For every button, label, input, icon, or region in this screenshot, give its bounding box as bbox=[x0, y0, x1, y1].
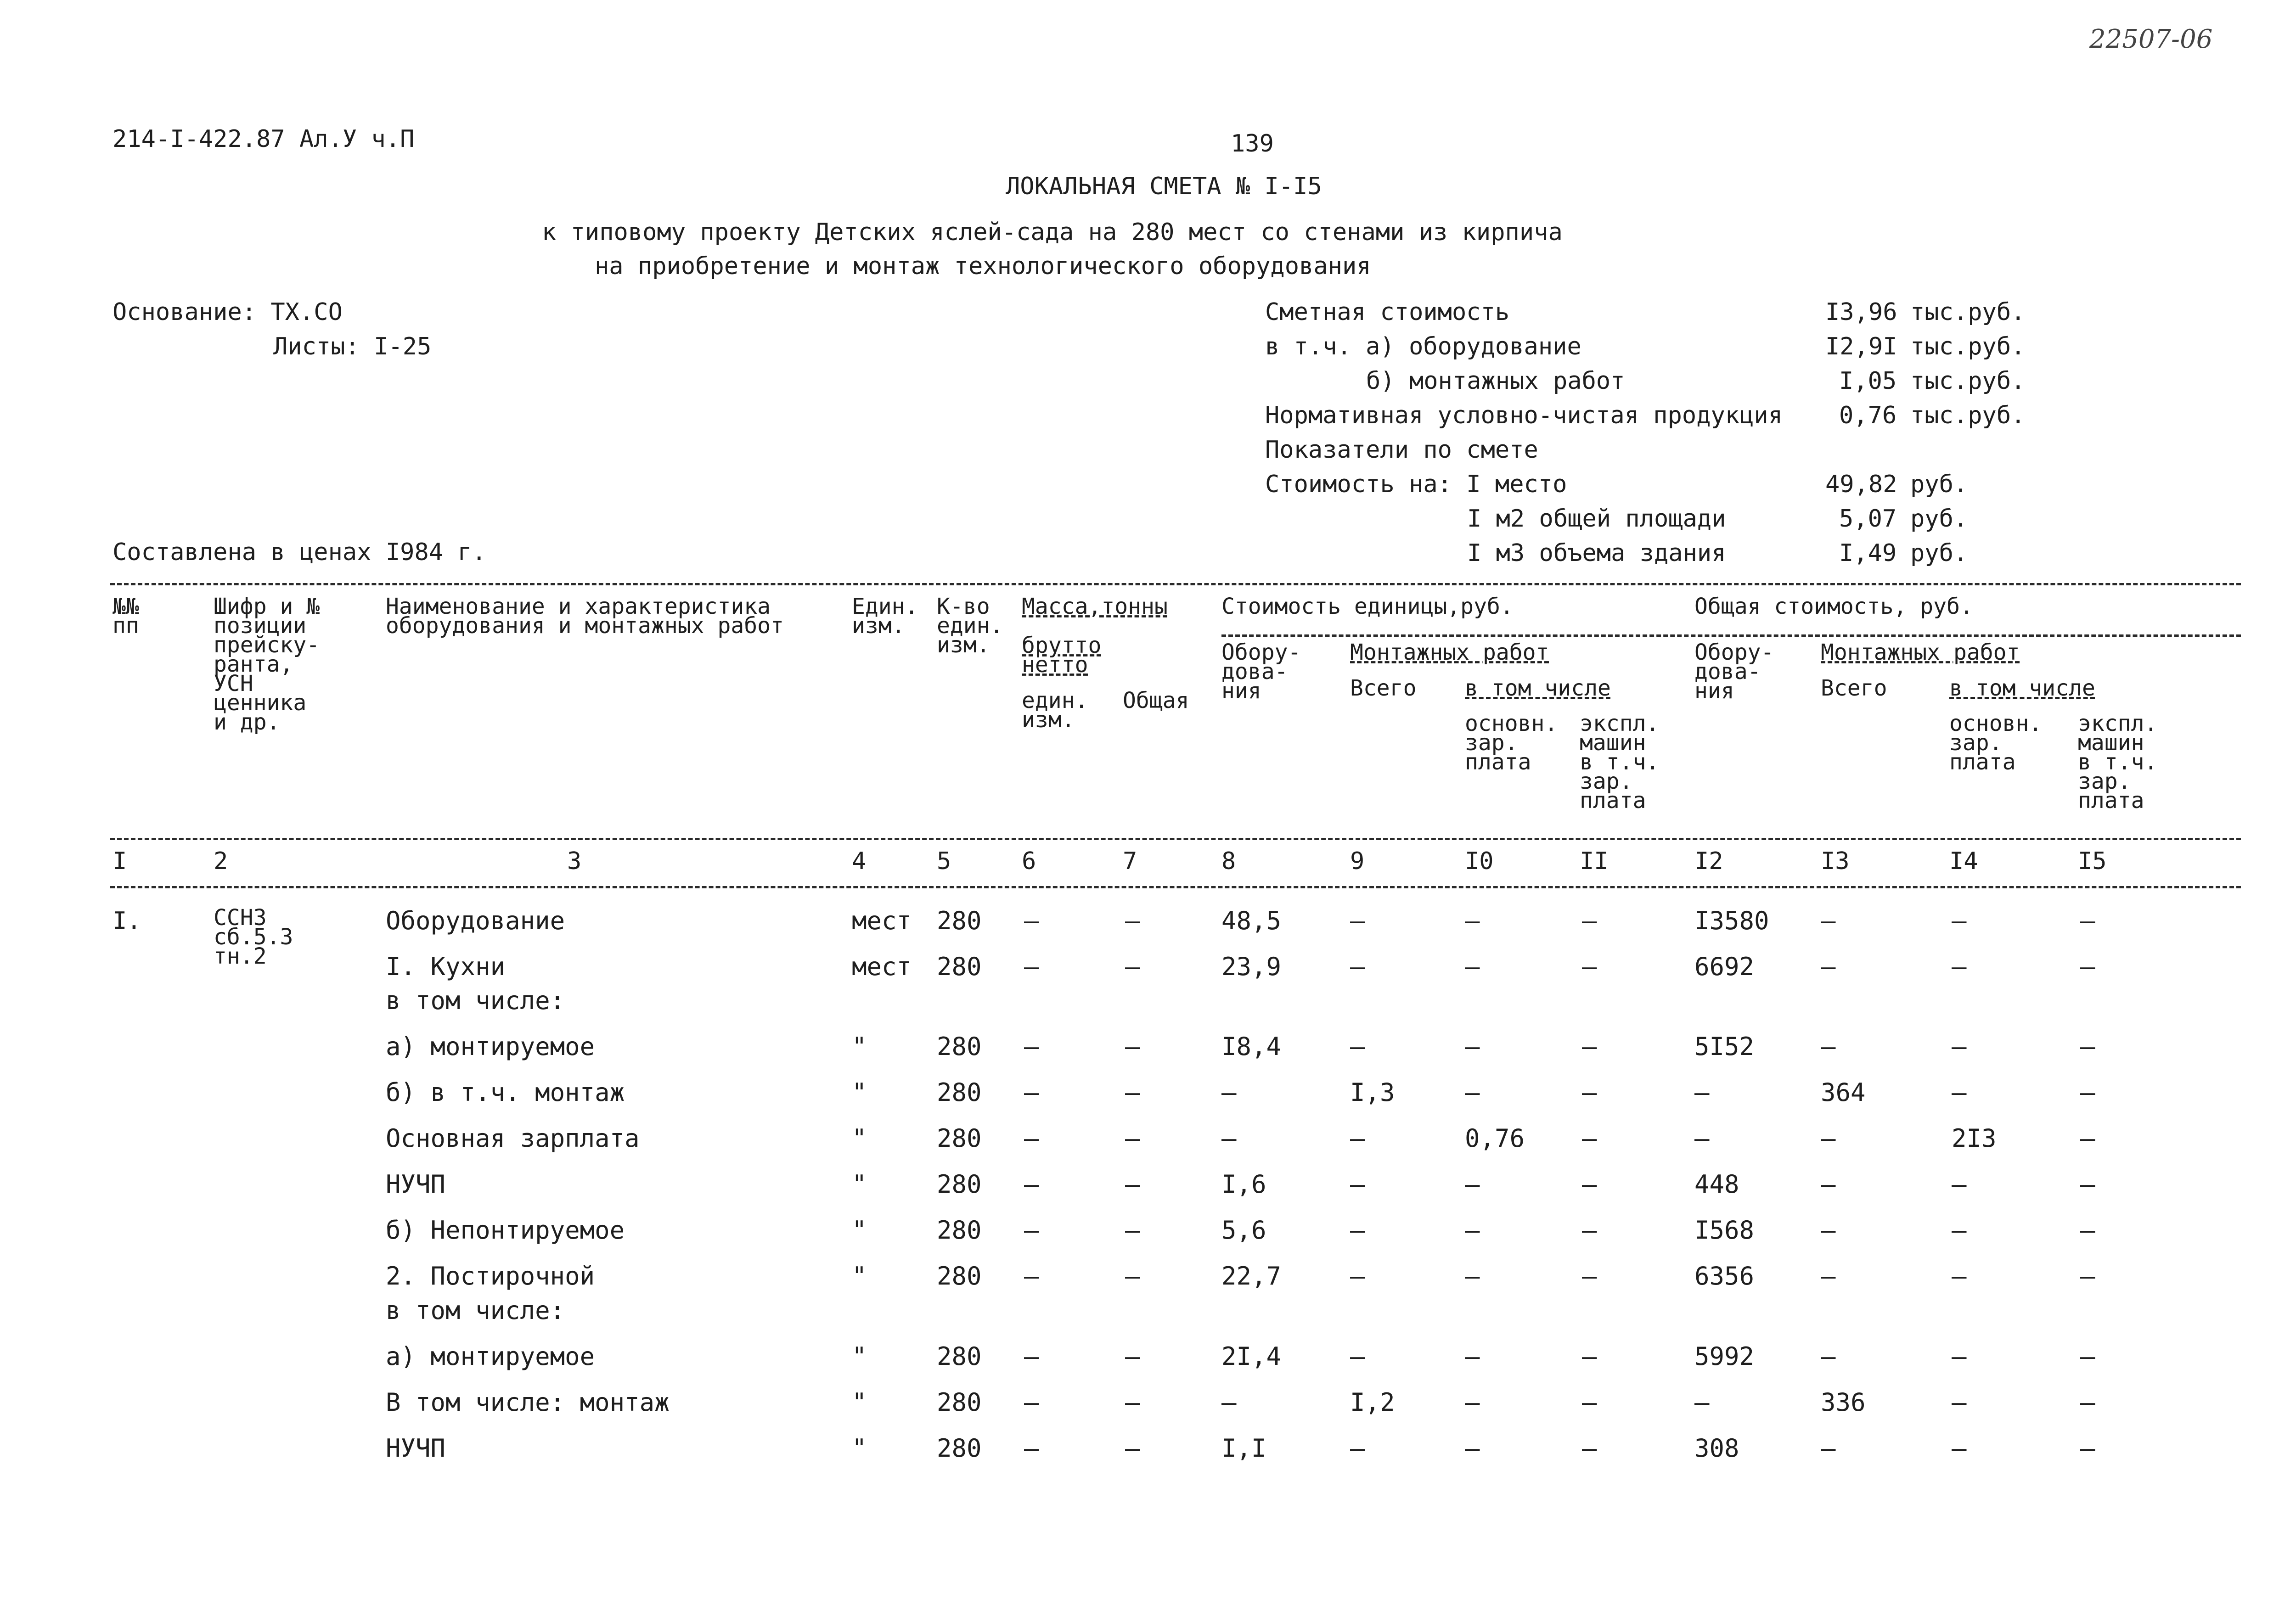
row-cell-c8: 2I,4 bbox=[1221, 1342, 1282, 1371]
row-cell-c14: – bbox=[1952, 1434, 1967, 1463]
column-number: 2 bbox=[214, 847, 228, 875]
row-cell-c10: – bbox=[1465, 1170, 1480, 1199]
row-cell-c7: – bbox=[1125, 1388, 1140, 1417]
row-cell-unit: " bbox=[852, 1342, 867, 1371]
row-cell-c9: – bbox=[1350, 1342, 1365, 1371]
row-cell-c13: – bbox=[1821, 1262, 1836, 1291]
header-sub-rule bbox=[1221, 634, 2241, 637]
header-unit-wage: основн. зар. плата bbox=[1465, 711, 1558, 775]
column-number: I bbox=[113, 847, 127, 875]
row-cell-c7: – bbox=[1125, 1434, 1140, 1463]
row-cell-c9: – bbox=[1350, 1262, 1365, 1291]
summary-label: Показатели по смете bbox=[1265, 436, 1538, 464]
row-cell-c6: – bbox=[1024, 1170, 1039, 1199]
row-cell-c11: – bbox=[1582, 1434, 1597, 1463]
row-name: 2. Постирочной bbox=[386, 1262, 595, 1291]
header-total-equipment: Обору- дова- ния bbox=[1694, 640, 1774, 704]
row-cell-c9: – bbox=[1350, 1170, 1365, 1199]
row-cell-c12: – bbox=[1694, 1388, 1710, 1417]
summary-label: I м3 объема здания bbox=[1467, 539, 1726, 567]
column-number: 9 bbox=[1350, 847, 1365, 875]
row-cell-c10: – bbox=[1465, 1262, 1480, 1291]
summary-value: I,49 bbox=[1839, 539, 1897, 567]
header-name: Наименование и характеристика оборудования и монтажных работ bbox=[386, 594, 784, 639]
header-total-total: Всего bbox=[1821, 675, 1887, 701]
sheets-label: Листы: I-25 bbox=[273, 333, 432, 360]
header-unit-machine: экспл. машин в т.ч. зар. плата bbox=[1580, 711, 1660, 814]
basis-label: Основание: ТХ.СО bbox=[113, 298, 343, 326]
row-name: а) монтируемое bbox=[386, 1342, 595, 1371]
row-cell-c12: I3580 bbox=[1694, 906, 1769, 935]
subtitle-line-1: к типовому проекту Детских яслей-сада на 280 мест со стенами из кирпича bbox=[542, 219, 1563, 246]
row-cell-c6: – bbox=[1024, 1342, 1039, 1371]
header-total-mont: Монтажных работ bbox=[1821, 640, 2020, 665]
summary-label: Нормативная условно-чистая продукция bbox=[1265, 402, 1783, 429]
row-cell-c11: – bbox=[1582, 952, 1597, 981]
row-cell-c7: – bbox=[1125, 952, 1140, 981]
row-cell-c10: 0,76 bbox=[1465, 1124, 1525, 1153]
row-cell-qty: 280 bbox=[937, 1078, 982, 1107]
row-cell-qty: 280 bbox=[937, 1032, 982, 1061]
row-cell-c8: I8,4 bbox=[1221, 1032, 1282, 1061]
summary-unit: руб. bbox=[1910, 505, 1968, 533]
row-cell-c14: 2I3 bbox=[1952, 1124, 1997, 1153]
header-total-incl: в том числе bbox=[1949, 675, 2095, 701]
row-cell-c15: – bbox=[2080, 1216, 2095, 1245]
prices-note: Составлена в ценах I984 г. bbox=[113, 539, 486, 566]
row-position-number: I. bbox=[113, 907, 141, 935]
row-cell-c14: – bbox=[1952, 1342, 1967, 1371]
row-cell-unit: " bbox=[852, 1262, 867, 1291]
row-cell-unit: " bbox=[852, 1124, 867, 1153]
header-quantity: К-во един. изм. bbox=[937, 594, 1003, 658]
row-cell-c13: – bbox=[1821, 1342, 1836, 1371]
row-cell-c12: 6692 bbox=[1694, 952, 1755, 981]
subtitle-line-2: на приобретение и монтаж технологического оборудования bbox=[595, 252, 1371, 280]
row-name: в том числе: bbox=[386, 1296, 565, 1325]
row-cell-qty: 280 bbox=[937, 1434, 982, 1463]
header-mass-total: Общая bbox=[1123, 688, 1189, 713]
summary-unit: руб. bbox=[1910, 471, 1968, 498]
column-number: I5 bbox=[2078, 847, 2107, 875]
row-cell-qty: 280 bbox=[937, 1216, 982, 1245]
row-cell-unit: " bbox=[852, 1216, 867, 1245]
row-cell-qty: 280 bbox=[937, 906, 982, 935]
summary-value: 5,07 bbox=[1839, 505, 1897, 533]
row-cell-c9: I,3 bbox=[1350, 1078, 1395, 1107]
row-cell-qty: 280 bbox=[937, 1124, 982, 1153]
document-title: ЛОКАЛЬНАЯ СМЕТА № I-I5 bbox=[1006, 173, 1322, 200]
row-cell-c7: – bbox=[1125, 1262, 1140, 1291]
row-name: НУЧП bbox=[386, 1434, 446, 1463]
row-cell-c15: – bbox=[2080, 1078, 2095, 1107]
header-mass: Масса,тонны bbox=[1022, 594, 1168, 619]
row-cell-c7: – bbox=[1125, 906, 1140, 935]
row-cell-unit: " bbox=[852, 1170, 867, 1199]
summary-value: 49,82 bbox=[1825, 471, 1897, 498]
row-cell-unit: " bbox=[852, 1078, 867, 1107]
row-cell-c14: – bbox=[1952, 906, 1967, 935]
row-name: Оборудование bbox=[386, 906, 565, 935]
summary-unit: руб. bbox=[1910, 539, 1968, 567]
row-cell-c9: I,2 bbox=[1350, 1388, 1395, 1417]
row-cell-c15: – bbox=[2080, 1342, 2095, 1371]
row-cell-c6: – bbox=[1024, 1262, 1039, 1291]
row-cell-c8: I,6 bbox=[1221, 1170, 1266, 1199]
row-cell-c6: – bbox=[1024, 952, 1039, 981]
header-unit-equipment: Обору- дова- ния bbox=[1221, 640, 1301, 704]
row-cell-c9: – bbox=[1350, 1216, 1365, 1245]
column-number: 8 bbox=[1221, 847, 1236, 875]
header-unit-total: Всего bbox=[1350, 675, 1417, 701]
row-cell-c6: – bbox=[1024, 906, 1039, 935]
row-cell-c9: – bbox=[1350, 1434, 1365, 1463]
row-cell-c14: – bbox=[1952, 1216, 1967, 1245]
row-cell-c14: – bbox=[1952, 1032, 1967, 1061]
row-cell-c13: 364 bbox=[1821, 1078, 1866, 1107]
header-unit-mont: Монтажных работ bbox=[1350, 640, 1549, 665]
column-number: 6 bbox=[1022, 847, 1036, 875]
column-number: 4 bbox=[852, 847, 867, 875]
column-number: II bbox=[1580, 847, 1609, 875]
row-cell-c14: – bbox=[1952, 1170, 1967, 1199]
header-unit: Един. изм. bbox=[852, 594, 918, 639]
column-number: 5 bbox=[937, 847, 951, 875]
column-number: I4 bbox=[1949, 847, 1978, 875]
row-cell-c7: – bbox=[1125, 1216, 1140, 1245]
row-cell-c8: – bbox=[1221, 1124, 1237, 1153]
row-cell-unit: " bbox=[852, 1032, 867, 1061]
row-cell-c11: – bbox=[1582, 1078, 1597, 1107]
row-cell-unit: мест bbox=[852, 952, 912, 981]
row-cell-qty: 280 bbox=[937, 952, 982, 981]
row-cell-unit: мест bbox=[852, 906, 912, 935]
row-cell-c13: – bbox=[1821, 952, 1836, 981]
row-cell-c8: – bbox=[1221, 1388, 1237, 1417]
row-cell-c6: – bbox=[1024, 1216, 1039, 1245]
header-total-cost: Общая стоимость, руб. bbox=[1694, 594, 1973, 619]
row-cell-c9: – bbox=[1350, 1124, 1365, 1153]
row-cell-c11: – bbox=[1582, 1032, 1597, 1061]
summary-unit: тыс.руб. bbox=[1910, 367, 2026, 395]
summary-value: I2,9I bbox=[1825, 333, 1897, 360]
row-cell-qty: 280 bbox=[937, 1342, 982, 1371]
row-cell-c10: – bbox=[1465, 1032, 1480, 1061]
row-cell-c9: – bbox=[1350, 906, 1365, 935]
row-cell-c14: – bbox=[1952, 952, 1967, 981]
row-name: а) монтируемое bbox=[386, 1032, 595, 1061]
row-cell-c8: I,I bbox=[1221, 1434, 1266, 1463]
row-cell-c13: – bbox=[1821, 1124, 1836, 1153]
document-code: 214-I-422.87 Ал.У ч.П bbox=[113, 125, 415, 153]
column-number: 7 bbox=[1123, 847, 1137, 875]
header-mass-unit: един. изм. bbox=[1022, 688, 1088, 733]
row-cell-c11: – bbox=[1582, 1124, 1597, 1153]
row-cell-c15: – bbox=[2080, 1262, 2095, 1291]
row-cell-c12: 448 bbox=[1694, 1170, 1739, 1199]
row-cell-c8: – bbox=[1221, 1078, 1237, 1107]
row-cell-c9: – bbox=[1350, 952, 1365, 981]
table-top-rule bbox=[110, 583, 2241, 585]
row-cell-c12: – bbox=[1694, 1124, 1710, 1153]
summary-value: 0,76 bbox=[1839, 402, 1897, 429]
row-cell-c13: – bbox=[1821, 906, 1836, 935]
row-cell-c12: 6356 bbox=[1694, 1262, 1755, 1291]
summary-value: I,05 bbox=[1839, 367, 1897, 395]
row-cell-c8: 5,6 bbox=[1221, 1216, 1266, 1245]
column-number: 3 bbox=[567, 847, 582, 875]
row-cell-c14: – bbox=[1952, 1078, 1967, 1107]
row-cell-c6: – bbox=[1024, 1124, 1039, 1153]
row-cell-c10: – bbox=[1465, 952, 1480, 981]
row-cell-c12: I568 bbox=[1694, 1216, 1755, 1245]
row-cell-c6: – bbox=[1024, 1032, 1039, 1061]
column-number: I2 bbox=[1694, 847, 1723, 875]
header-total-machine: экспл. машин в т.ч. зар. плата bbox=[2078, 711, 2158, 814]
row-cell-c15: – bbox=[2080, 1032, 2095, 1061]
row-cell-c11: – bbox=[1582, 1342, 1597, 1371]
archive-stamp: 22507-06 bbox=[2089, 24, 2213, 54]
row-cell-c11: – bbox=[1582, 1170, 1597, 1199]
row-cell-c11: – bbox=[1582, 1216, 1597, 1245]
row-cell-c14: – bbox=[1952, 1388, 1967, 1417]
row-cell-c10: – bbox=[1465, 1216, 1480, 1245]
row-cell-c12: 5992 bbox=[1694, 1342, 1755, 1371]
row-cell-qty: 280 bbox=[937, 1170, 982, 1199]
header-mass-sub: брутто нетто bbox=[1022, 633, 1102, 678]
row-cell-c13: – bbox=[1821, 1032, 1836, 1061]
summary-label: Стоимость на: I место bbox=[1265, 471, 1567, 498]
row-cell-c7: – bbox=[1125, 1170, 1140, 1199]
header-total-wage: основн. зар. плата bbox=[1949, 711, 2043, 775]
row-cell-c11: – bbox=[1582, 906, 1597, 935]
row-name: в том числе: bbox=[386, 986, 565, 1015]
row-cell-c7: – bbox=[1125, 1032, 1140, 1061]
summary-label: I м2 общей площади bbox=[1467, 505, 1726, 533]
row-cell-c15: – bbox=[2080, 906, 2095, 935]
header-row-number: №№ пп bbox=[113, 594, 139, 639]
row-cell-c7: – bbox=[1125, 1342, 1140, 1371]
summary-unit: тыс.руб. bbox=[1910, 333, 2026, 360]
row-name: В том числе: монтаж bbox=[386, 1388, 670, 1417]
summary-label: в т.ч. а) оборудование bbox=[1265, 333, 1581, 360]
row-cell-qty: 280 bbox=[937, 1262, 982, 1291]
column-numbers-rule bbox=[110, 886, 2241, 888]
row-cell-c11: – bbox=[1582, 1262, 1597, 1291]
row-cell-c7: – bbox=[1125, 1124, 1140, 1153]
row-price-code: ССН3 сб.5.3 тн.2 bbox=[214, 905, 293, 969]
row-cell-c14: – bbox=[1952, 1262, 1967, 1291]
row-cell-c13: – bbox=[1821, 1434, 1836, 1463]
row-cell-c7: – bbox=[1125, 1078, 1140, 1107]
row-cell-c6: – bbox=[1024, 1078, 1039, 1107]
row-cell-c15: – bbox=[2080, 952, 2095, 981]
row-cell-c9: – bbox=[1350, 1032, 1365, 1061]
row-cell-unit: " bbox=[852, 1388, 867, 1417]
row-cell-c10: – bbox=[1465, 1434, 1480, 1463]
row-cell-c8: 22,7 bbox=[1221, 1262, 1282, 1291]
row-name: б) Непонтируемое bbox=[386, 1216, 625, 1245]
row-cell-c12: 308 bbox=[1694, 1434, 1739, 1463]
row-cell-c8: 23,9 bbox=[1221, 952, 1282, 981]
row-cell-c8: 48,5 bbox=[1221, 906, 1282, 935]
row-cell-c11: – bbox=[1582, 1388, 1597, 1417]
row-cell-c6: – bbox=[1024, 1434, 1039, 1463]
row-name: Основная зарплата bbox=[386, 1124, 640, 1153]
row-name: I. Кухни bbox=[386, 952, 506, 981]
row-cell-c15: – bbox=[2080, 1124, 2095, 1153]
row-cell-c10: – bbox=[1465, 1342, 1480, 1371]
row-cell-unit: " bbox=[852, 1434, 867, 1463]
summary-unit: тыс.руб. bbox=[1910, 298, 2026, 326]
row-cell-c12: – bbox=[1694, 1078, 1710, 1107]
page-number: 139 bbox=[1231, 130, 1274, 157]
summary-value: I3,96 bbox=[1825, 298, 1897, 326]
row-cell-c13: – bbox=[1821, 1216, 1836, 1245]
row-cell-c13: 336 bbox=[1821, 1388, 1866, 1417]
summary-label: б) монтажных работ bbox=[1366, 367, 1625, 395]
row-cell-c6: – bbox=[1024, 1388, 1039, 1417]
header-bottom-rule bbox=[110, 838, 2241, 840]
column-number: I0 bbox=[1465, 847, 1494, 875]
header-code: Шифр и № позиции прейску- ранта, УСН ценника и др. bbox=[214, 594, 320, 735]
row-name: б) в т.ч. монтаж bbox=[386, 1078, 625, 1107]
header-unit-incl: в том числе bbox=[1465, 675, 1611, 701]
summary-unit: тыс.руб. bbox=[1910, 402, 2026, 429]
row-cell-c15: – bbox=[2080, 1170, 2095, 1199]
row-cell-c10: – bbox=[1465, 1388, 1480, 1417]
row-cell-c13: – bbox=[1821, 1170, 1836, 1199]
header-unit-cost: Стоимость единицы,руб. bbox=[1221, 594, 1514, 619]
row-cell-c10: – bbox=[1465, 906, 1480, 935]
summary-label: Сметная стоимость bbox=[1265, 298, 1510, 326]
row-cell-c15: – bbox=[2080, 1434, 2095, 1463]
row-cell-c15: – bbox=[2080, 1388, 2095, 1417]
row-cell-c12: 5I52 bbox=[1694, 1032, 1755, 1061]
column-number: I3 bbox=[1821, 847, 1850, 875]
row-cell-c10: – bbox=[1465, 1078, 1480, 1107]
row-name: НУЧП bbox=[386, 1170, 446, 1199]
row-cell-qty: 280 bbox=[937, 1388, 982, 1417]
